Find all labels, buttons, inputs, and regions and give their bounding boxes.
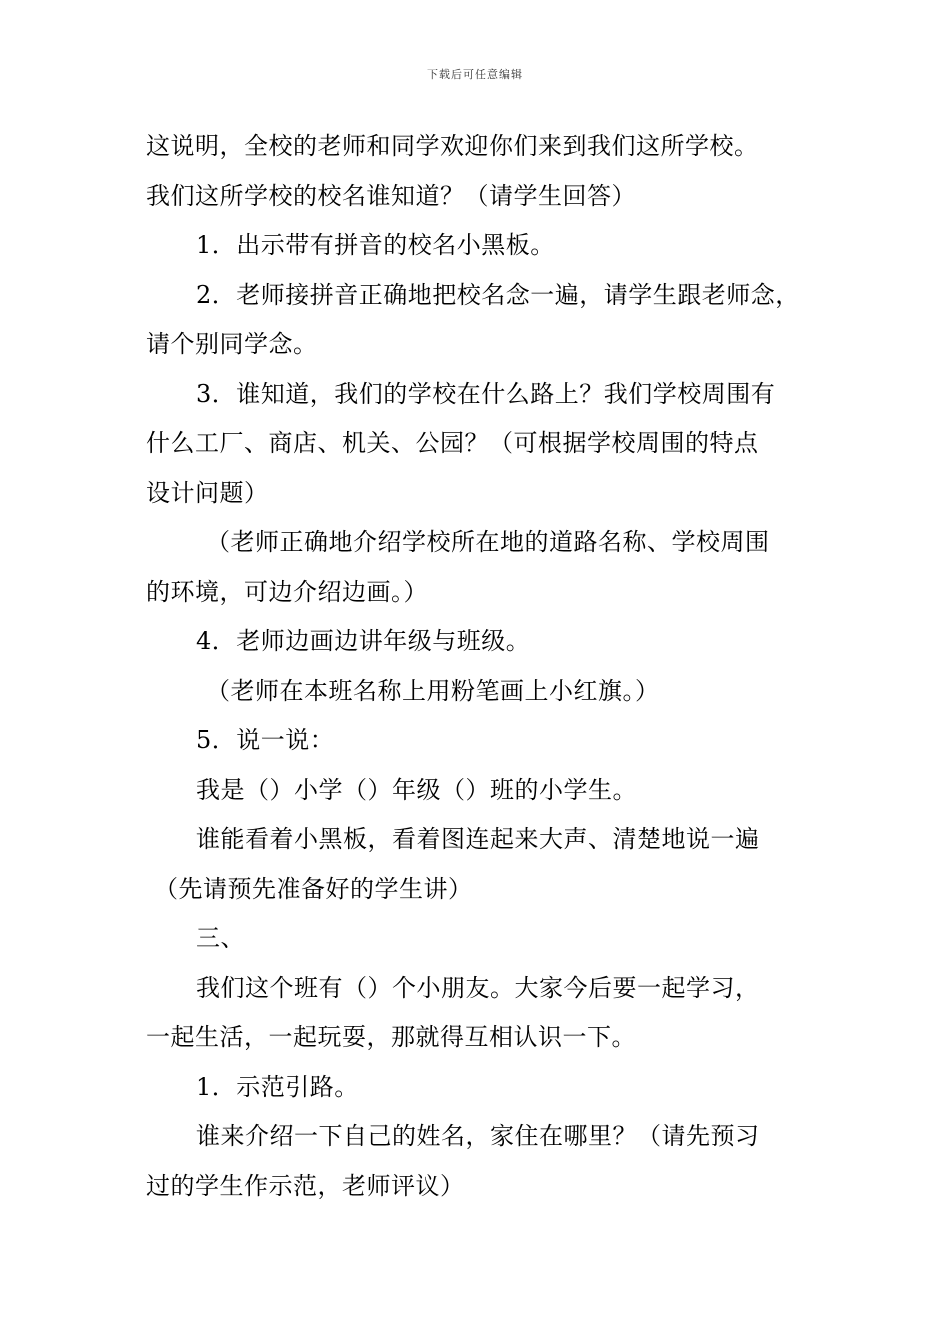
paragraph-line: 一起生活，一起玩耍，那就得互相认识一下。 (146, 1023, 636, 1051)
list-item-1: 1．出示带有拼音的校名小黑板。 (196, 231, 555, 259)
list-item-1: 1．示范引路。 (196, 1072, 359, 1101)
paragraph-line: 我们这所学校的校名谁知道？（请学生回答） (146, 181, 636, 210)
list-item-4: 4．老师边画边讲年级与班级。 (196, 627, 531, 655)
paragraph-line: 设计问题） (146, 478, 269, 507)
list-item-2: 2．老师接拼音正确地把校名念一遍，请学生跟老师念， (196, 280, 800, 309)
paragraph-line: 谁来介绍一下自己的姓名，家住在哪里？（请先预习 (196, 1122, 760, 1150)
note-line: （老师在本班名称上用粉笔画上小红旗。） (206, 676, 660, 705)
note-line: （先请预先准备好的学生讲） (154, 874, 473, 903)
list-item-3: 3．谁知道，我们的学校在什么路上？我们学校周围有 (196, 379, 776, 408)
paragraph-line: 什么工厂、商店、机关、公园？（可根据学校周围的特点 (146, 429, 759, 457)
paragraph-line: 请个别同学念。 (146, 330, 318, 358)
paragraph-line: 我们这个班有（）个小朋友。大家今后要一起学习， (196, 973, 760, 1002)
list-item-5: 5．说一说： (196, 726, 335, 754)
paragraph-line: 这说明，全校的老师和同学欢迎你们来到我们这所学校。 (146, 132, 759, 160)
paragraph-line: 我是（）小学（）年级（）班的小学生。 (196, 775, 637, 804)
section-heading: 三、 (196, 924, 245, 952)
document-body (146, 122, 826, 1211)
note-line: （老师正确地介绍学校所在地的道路名称、学校周围 (206, 528, 770, 556)
page-header: 下载后可任意编辑 (427, 68, 523, 81)
paragraph-line: 的环境，可边介绍边画。） (146, 577, 428, 606)
paragraph-line: 过的学生作示范，老师评议） (146, 1171, 465, 1200)
paragraph-line: 谁能看着小黑板，看着图连起来大声、清楚地说一遍 (196, 825, 760, 853)
